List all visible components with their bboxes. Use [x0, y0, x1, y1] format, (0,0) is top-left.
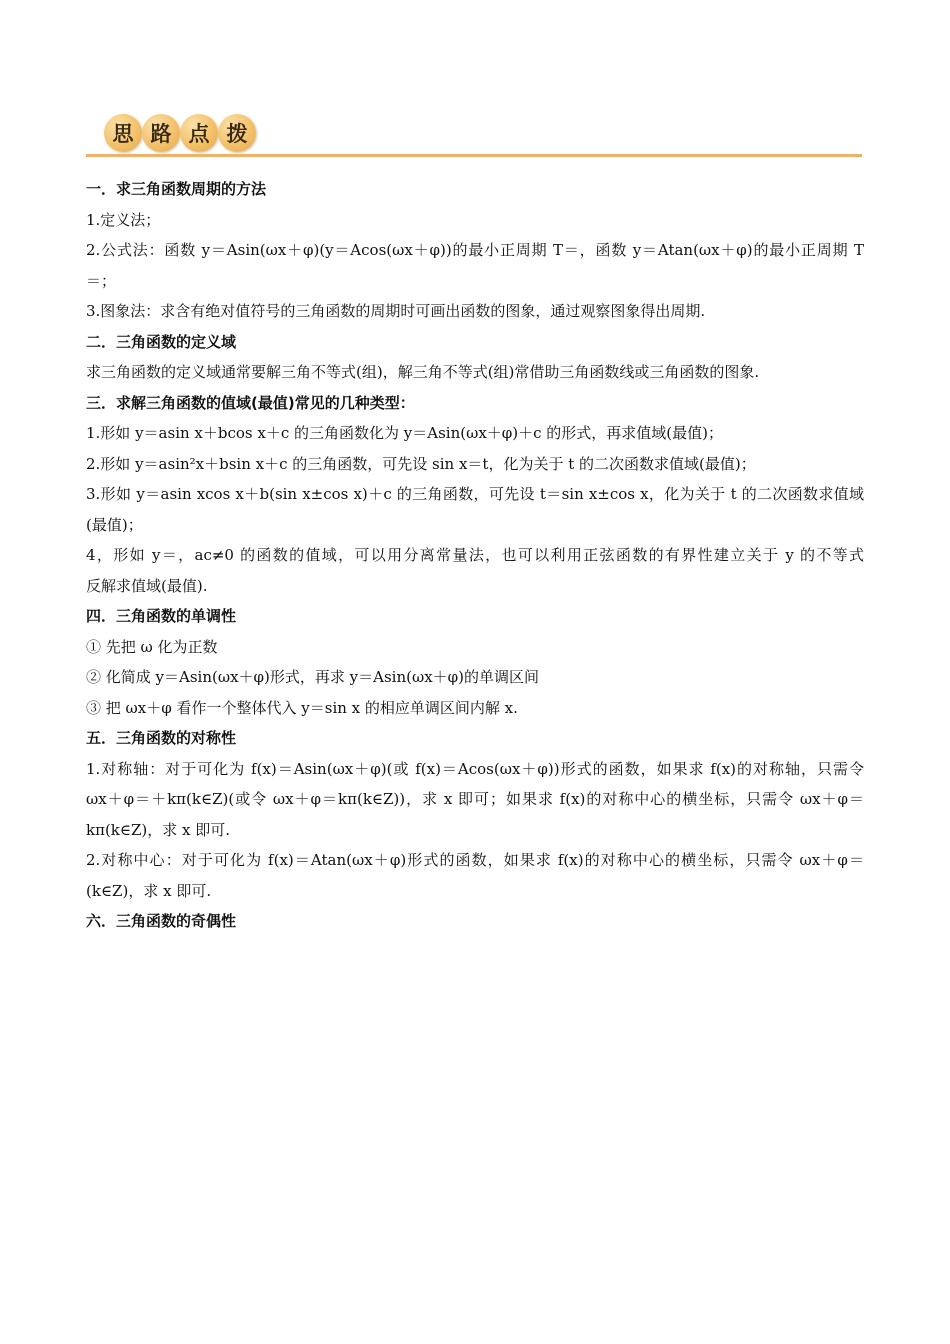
paragraph-line: ③ 把 ωx＋φ 看作一个整体代入 y＝sin x 的相应单调区间内解 x.	[86, 698, 518, 717]
section-heading: 五．三角函数的对称性	[86, 729, 237, 747]
banner-badge: 点	[180, 114, 218, 152]
paragraph-line: 1.对称轴：对于可化为 f(x)＝Asin(ωx＋φ)(或 f(x)＝Acos(ωx＋φ))形式的函数，如果求 f(x)的对称轴，只需令	[86, 759, 864, 778]
banner-badge: 拨	[218, 114, 256, 152]
paragraph-line: ＝；	[86, 271, 117, 290]
paragraph-line: (最值)；	[86, 515, 143, 534]
paragraph-line: 3.图象法：求含有绝对值符号的三角函数的周期时可画出函数的图象，通过观察图象得出周期.	[86, 302, 706, 320]
paragraph-line: 1.形如 y＝asin x＋bcos x＋c 的三角函数化为 y＝Asin(ωx＋φ)＋c 的形式，再求值域(最值)；	[86, 424, 724, 442]
paragraph-line: 求三角函数的定义域通常要解三角不等式(组)，解三角不等式(组)常借助三角函数线或三角函数的图象.	[86, 363, 760, 381]
banner-badge: 思	[104, 114, 142, 152]
paragraph-line: kπ(k∈Z)，求 x 即可.	[86, 820, 231, 839]
paragraph-line: ωx＋φ＝＋kπ(k∈Z)(或令 ωx＋φ＝kπ(k∈Z))，求 x 即可；如果求 f(x)的对称中心的横坐标，只需令 ωx＋φ＝	[86, 790, 864, 808]
paragraph-line: 4，形如 y＝，ac≠0 的函数的值域，可以用分离常量法，也可以利用正弦函数的有界性建立关于 y 的不等式	[86, 546, 864, 564]
section-heading: 四．三角函数的单调性	[86, 607, 237, 625]
section-heading: 三．求解三角函数的值域(最值)常见的几种类型：	[86, 393, 415, 412]
paragraph-line: ② 化简成 y＝Asin(ωx＋φ)形式，再求 y＝Asin(ωx＋φ)的单调区间	[86, 668, 540, 686]
section-heading: 一．求三角函数周期的方法	[86, 180, 267, 198]
section-heading: 六．三角函数的奇偶性	[86, 912, 237, 930]
paragraph-line: 3.形如 y＝asin xcos x＋b(sin x±cos x)＋c 的三角函数，可先设 t＝sin x±cos x，化为关于 t 的二次函数求值域	[86, 485, 864, 503]
paragraph-line: 2.形如 y＝asin²x＋bsin x＋c 的三角函数，可先设 sin x＝t，化为关于 t 的二次函数求值域(最值)；	[86, 454, 756, 473]
document-body	[86, 174, 864, 937]
paragraph-line: 1.定义法；	[86, 210, 161, 229]
banner-badge: 路	[142, 114, 180, 152]
paragraph-line: (k∈Z)，求 x 即可.	[86, 881, 212, 900]
section-banner	[86, 114, 862, 160]
paragraph-line: 反解求值域(最值).	[86, 576, 208, 595]
section-heading: 二．三角函数的定义域	[86, 332, 237, 351]
paragraph-line: 2.对称中心：对于可化为 f(x)＝Atan(ωx＋φ)形式的函数，如果求 f(x)的对称中心的横坐标，只需令 ωx＋φ＝	[86, 851, 864, 869]
paragraph-line: ① 先把 ω 化为正数	[86, 637, 218, 656]
banner-divider	[86, 154, 862, 157]
paragraph-line: 2.公式法：函数 y＝Asin(ωx＋φ)(y＝Acos(ωx＋φ))的最小正周期 T＝，函数 y＝Atan(ωx＋φ)的最小正周期 T	[86, 241, 864, 259]
